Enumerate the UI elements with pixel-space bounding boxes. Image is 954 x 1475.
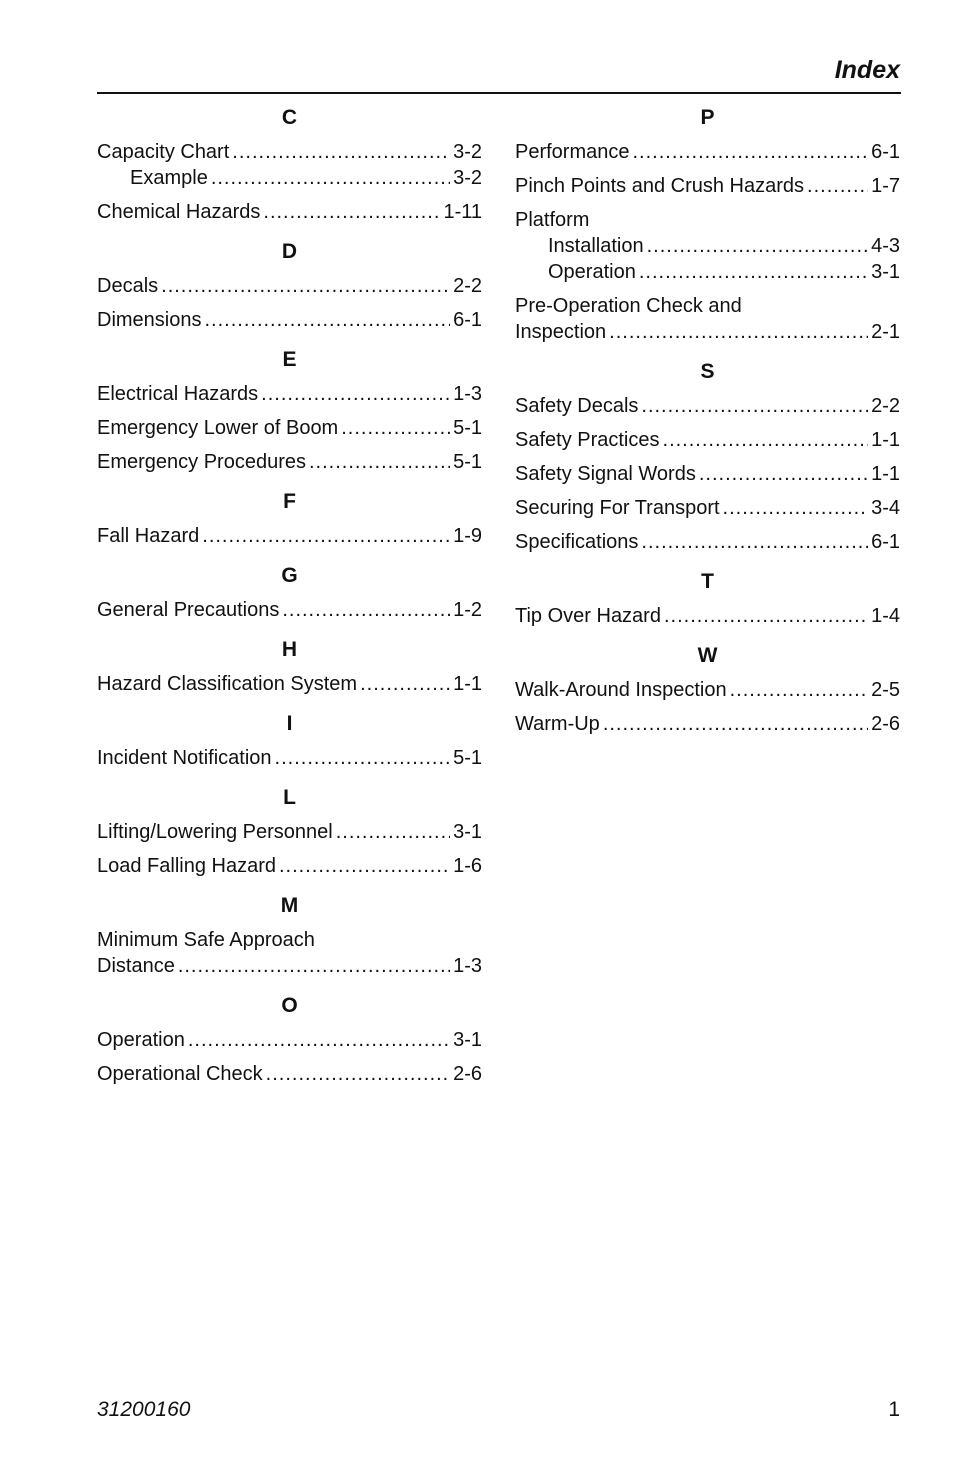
section-letter: D [281, 240, 298, 263]
entry-page: 3-4 [871, 497, 900, 519]
entry-label: Specifications [515, 531, 639, 553]
entry-label: Lifting/Lowering Personnel [97, 821, 333, 843]
index-entry [515, 677, 900, 703]
index-section-s [515, 357, 900, 555]
entry-page: 1-7 [871, 175, 900, 197]
dot-leader [639, 259, 868, 285]
entry-page: 3-1 [453, 821, 482, 843]
page-number: 1 [888, 1398, 900, 1421]
entry-page: 6-1 [453, 309, 482, 331]
entry-page: 4-3 [871, 235, 900, 257]
section-letter: P [700, 106, 715, 129]
dot-leader [664, 603, 868, 629]
section-letter: I [286, 712, 293, 735]
entry-label: Electrical Hazards [97, 383, 259, 405]
entry-page: 2-6 [453, 1063, 482, 1085]
index-entry [515, 139, 900, 165]
entry-label: General Precautions [97, 599, 280, 621]
dot-leader [211, 165, 450, 191]
entry-page: 1-4 [871, 605, 900, 627]
entry-label: Incident Notification [97, 747, 272, 769]
index-heading: Platform [515, 209, 590, 231]
section-letter: S [700, 360, 715, 383]
entry-page: 1-2 [453, 599, 482, 621]
entry-page: 2-6 [871, 713, 900, 735]
index-entry [97, 671, 482, 697]
dot-leader [275, 745, 451, 771]
entry-label: Example [130, 167, 208, 189]
dot-leader [730, 677, 869, 703]
index-entry [515, 393, 900, 419]
dot-leader [266, 1061, 450, 1087]
index-entry [97, 139, 482, 165]
section-letter: E [282, 348, 297, 371]
index-subentry [97, 165, 482, 191]
index-section-w [515, 641, 900, 737]
index-entry [515, 495, 900, 521]
dot-leader [603, 711, 868, 737]
section-letter: T [701, 570, 714, 593]
index-entry [97, 953, 482, 979]
dot-leader [360, 671, 450, 697]
index-section-h [97, 635, 482, 697]
index-section-g [97, 561, 482, 623]
dot-leader [202, 523, 450, 549]
entry-page: 1-6 [453, 855, 482, 877]
dot-leader [261, 381, 450, 407]
entry-label: Performance [515, 141, 630, 163]
entry-page: 6-1 [871, 141, 900, 163]
dot-leader [309, 449, 450, 475]
entry-page: 3-1 [871, 261, 900, 283]
entry-page: 2-2 [453, 275, 482, 297]
entry-label: Installation [548, 235, 644, 257]
entry-label: Load Falling Hazard [97, 855, 276, 877]
entry-label: Fall Hazard [97, 525, 200, 547]
entry-label: Operational Check [97, 1063, 263, 1085]
entry-page: 2-5 [871, 679, 900, 701]
entry-label: Operation [548, 261, 636, 283]
dot-leader [633, 139, 869, 165]
entry-page: 1-3 [453, 383, 482, 405]
document-number: 31200160 [97, 1398, 191, 1421]
entry-label: Distance [97, 955, 175, 977]
entry-page: 1-11 [443, 201, 482, 223]
index-section-i [97, 709, 482, 771]
section-letter: L [283, 786, 296, 809]
dot-leader [161, 273, 450, 299]
entry-label: Securing For Transport [515, 497, 720, 519]
index-entry [515, 461, 900, 487]
entry-label: Tip Over Hazard [515, 605, 661, 627]
dot-leader [232, 139, 450, 165]
index-column-right [515, 100, 900, 749]
index-entry [515, 173, 900, 199]
index-section-c [97, 103, 482, 225]
entry-label: Capacity Chart [97, 141, 230, 163]
index-column-left [97, 100, 482, 1099]
entry-label: Pinch Points and Crush Hazards [515, 175, 805, 197]
index-section-l [97, 783, 482, 879]
entry-page: 1-1 [871, 429, 900, 451]
section-letter: M [280, 894, 299, 917]
section-letter: C [281, 106, 298, 129]
entry-label: Decals [97, 275, 159, 297]
entry-page: 5-1 [453, 747, 482, 769]
index-subentry [515, 259, 900, 285]
index-entry [97, 1027, 482, 1053]
dot-leader [188, 1027, 450, 1053]
entry-label: Safety Decals [515, 395, 639, 417]
section-letter: O [281, 994, 298, 1017]
entry-label: Walk-Around Inspection [515, 679, 727, 701]
index-heading: Minimum Safe Approach [97, 929, 315, 951]
dot-leader [641, 529, 868, 555]
index-entry [97, 597, 482, 623]
index-entry [97, 853, 482, 879]
entry-label: Warm-Up [515, 713, 600, 735]
entry-label: Emergency Procedures [97, 451, 306, 473]
entry-label: Inspection [515, 321, 607, 343]
entry-label: Safety Signal Words [515, 463, 696, 485]
dot-leader [204, 307, 450, 333]
header-divider [97, 92, 901, 94]
dot-leader [663, 427, 869, 453]
entry-label: Operation [97, 1029, 185, 1051]
section-letter: F [283, 490, 296, 513]
dot-leader [279, 853, 450, 879]
index-entry [97, 273, 482, 299]
index-section-o [97, 991, 482, 1087]
index-entry [515, 319, 900, 345]
entry-page: 1-1 [871, 463, 900, 485]
index-entry [97, 1061, 482, 1087]
entry-label: Safety Practices [515, 429, 660, 451]
index-entry [97, 745, 482, 771]
index-heading: Pre-Operation Check and [515, 295, 742, 317]
entry-page: 1-1 [453, 673, 482, 695]
entry-page: 2-2 [871, 395, 900, 417]
entry-label: Emergency Lower of Boom [97, 417, 339, 439]
entry-page: 3-1 [453, 1029, 482, 1051]
index-entry [97, 381, 482, 407]
dot-leader [263, 199, 440, 225]
section-letter: W [697, 644, 718, 667]
index-entry [97, 819, 482, 845]
index-entry [97, 199, 482, 225]
index-entry [515, 529, 900, 555]
index-entry [515, 427, 900, 453]
section-letter: G [281, 564, 298, 587]
entry-page: 1-3 [453, 955, 482, 977]
entry-page: 5-1 [453, 417, 482, 439]
entry-label: Dimensions [97, 309, 202, 331]
index-section-t [515, 567, 900, 629]
entry-label: Chemical Hazards [97, 201, 261, 223]
index-section-d [97, 237, 482, 333]
index-section-m [97, 891, 482, 979]
section-letter: H [281, 638, 298, 661]
dot-leader [723, 495, 869, 521]
dot-leader [341, 415, 450, 441]
index-section-p [515, 103, 900, 345]
dot-leader [282, 597, 450, 623]
dot-leader [647, 233, 868, 259]
dot-leader [178, 953, 450, 979]
dot-leader [609, 319, 868, 345]
index-entry [515, 711, 900, 737]
index-section-f [97, 487, 482, 549]
entry-page: 5-1 [453, 451, 482, 473]
index-entry [97, 523, 482, 549]
dot-leader [336, 819, 450, 845]
dot-leader [641, 393, 868, 419]
page-title: Index [834, 56, 900, 84]
index-entry [515, 603, 900, 629]
index-subentry [515, 233, 900, 259]
entry-page: 2-1 [871, 321, 900, 343]
entry-page: 3-2 [453, 167, 482, 189]
index-entry [97, 307, 482, 333]
dot-leader [807, 173, 868, 199]
entry-label: Hazard Classification System [97, 673, 358, 695]
entry-page: 6-1 [871, 531, 900, 553]
index-entry [97, 415, 482, 441]
index-section-e [97, 345, 482, 475]
index-entry [97, 449, 482, 475]
dot-leader [699, 461, 868, 487]
entry-page: 1-9 [453, 525, 482, 547]
entry-page: 3-2 [453, 141, 482, 163]
